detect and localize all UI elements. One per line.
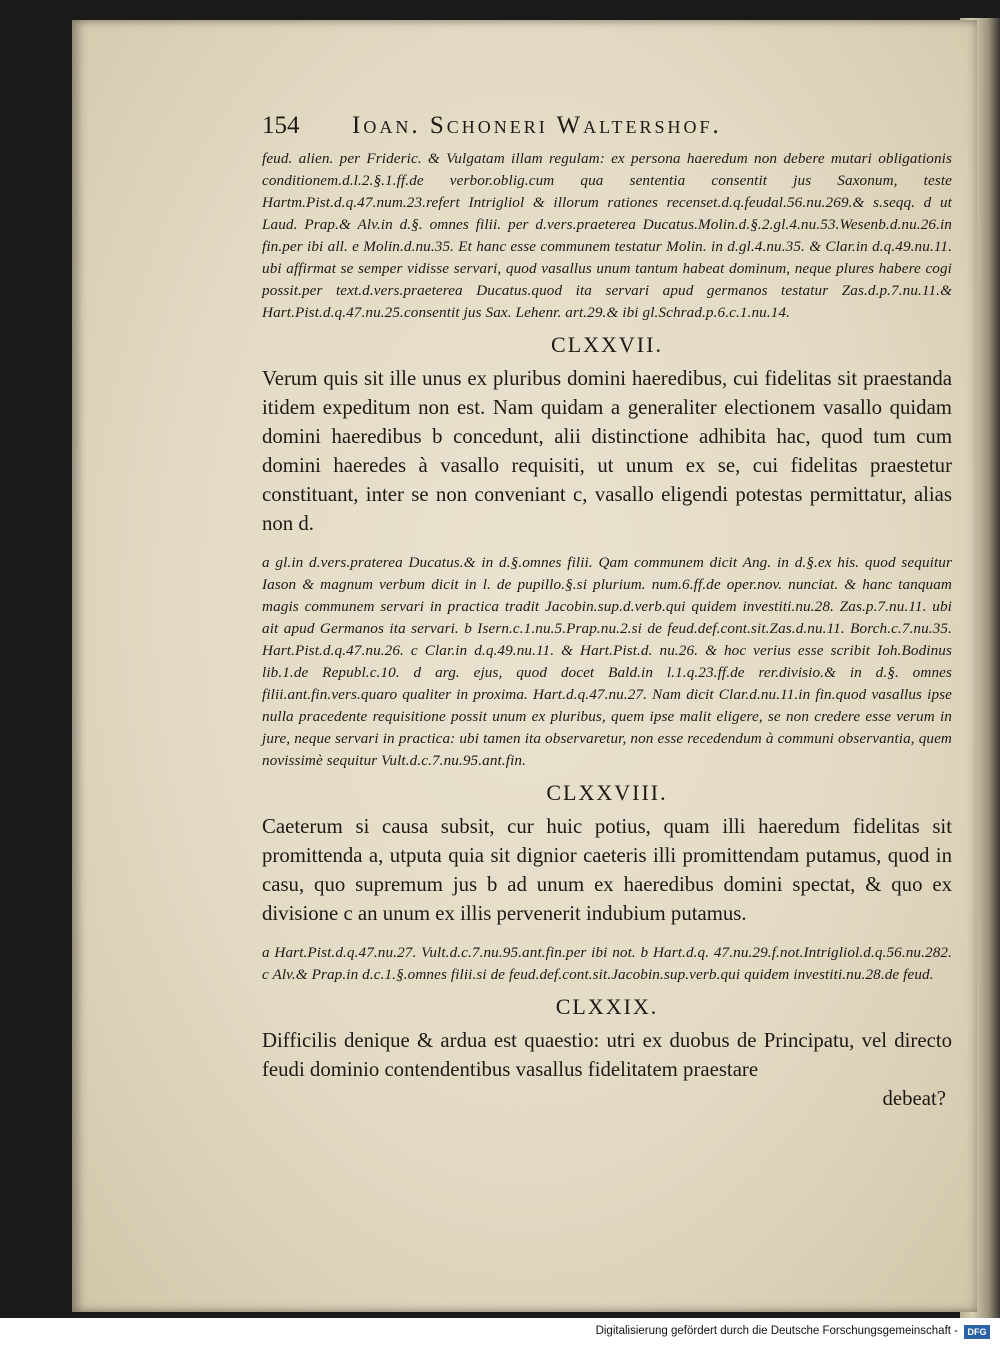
footer-bar <box>0 1318 1000 1349</box>
footnote-block: a Hart.Pist.d.q.47.nu.27. Vult.d.c.7.nu.95.ant.fin.per ibi not. b Hart.d.q. 47.nu.29.f.not.Intrigliol.d.q.56.nu.282. c Alv.& Prap.in d.c.1.§.omnes filii.si de feud.def.cont.sit.Jacobin.sup.verb.qui quidem investiti.nu.28.de feud. <box>262 944 952 983</box>
footnote-block: feud. alien. per Frideric. & Vulgatam illam regulam: ex persona haeredum non debere mutari obligationis conditionem.d.l.2.§.1.ff.de verbor.oblig.cum qua sententia consentit jus Saxonum, teste Hartm.Pist.d.q.47.num.23.refert Intrigliol & illorum rationes recenset.d.q.feudal.56.nu.269.& s.seqq. d ut Laud. Prap.& Alv.in d.§. omnes filii. per d.vers.praeterea Ducatus.Molin.d.§.2.gl.4.nu.53.Wesenb.d.nu.26.in fin.per ibi all. e Molin.d.nu.35. Et hanc esse communem testatur Molin. in d.gl.4.nu.35. & Clar.in d.q.49.nu.11. ubi affirmat se semper vidisse servari, quod vasallus unum tantum habeat dominum, neque plures habere cogi possit.per text.d.vers.praeterea Ducatus.quod ita servari apud germanos testatur Zas.d.p.7.nu.11.& Hart.Pist.d.q.47.nu.25.consentit jus Sax. Lehenr. art.29.& ibi gl.Schrad.p.6.c.1.nu.14. <box>262 150 952 321</box>
footnote-block: a gl.in d.vers.praterea Ducatus.& in d.§.omnes filii. Qam communem dicit Ang. in d.§.ex his. quod sequitur Iason & magnum verbum dicit in l. de pupillo.§.si plurium. num.6.ff.de oper.nov. nunciat. & hanc tanquam magis communem servari in practica tradit Jacobin.sup.d.verb.qui quidem investiti.nu.28. Zas.p.7.nu.11. ubi ait apud Germanos ita servari. b Isern.c.1.nu.5.Prap.nu.2.si de feud.def.cont.sit.Zas.d.nu.11. Borch.c.7.nu.35. Hart.Pist.d.q.47.nu.26. c Clar.in d.q.49.nu.11. & Hart.Pist.d. nu.26. & hoc verius esse scribit Ioh.Bodinus lib.1.de Republ.c.10. d arg. ejus, quod docet Bald.in l.1.q.23.ff.de rer.divisio.& in d.§. omnes filii.ant.fin.vers.quaro qualiter in proxima. Hart.d.q.47.nu.27. Nam dicit Clar.d.nu.11.in fin.quod vasallus ipse nulla pracedente requisitione possit unum ex pluribus, quem ipse malit eligere, se non credere esse verum in jure, neque servari in practica: ubi tamen ita observaretur, non esse recedendum à communi observantia, quem novissimè sequitur Vult.d.c.7.nu.95.ant.fin. <box>262 554 952 769</box>
page-number: 154 <box>262 112 300 139</box>
page-content <box>262 112 952 1113</box>
section-heading: CLXXVIII. <box>546 780 668 805</box>
section-heading: CLXXVII. <box>551 332 663 357</box>
body-paragraph: Verum quis sit ille unus ex pluribus domini haeredibus, cui fidelitas sit praestanda itidem expeditum non est. Nam quidam a generaliter electionem vasallo quidam domini haeredibus b concedunt, alii distinctione adhibita hac, quod tum cum domini haeredes à vasallo requisiti, ut unum ex se, cui fidelitas praestetur constituant, inter se non conveniant c, vasallo eligendi potestas permittatur, alias non d. <box>262 367 952 535</box>
running-title: Ioan. Schoneri Waltershof. <box>352 112 722 139</box>
footer-credit: Digitalisierung gefördert durch die Deutsche Forschungsgemeinschaft - <box>595 1325 958 1337</box>
section-heading: CLXXIX. <box>555 994 659 1019</box>
dfg-logo: DFG <box>964 1325 990 1339</box>
body-paragraph: Difficilis denique & ardua est quaestio: utri ex duobus de Principatu, vel directo feudi dominio contendentibus vasallus fidelitatem praestare <box>262 1029 952 1081</box>
body-paragraph: Caeterum si causa subsit, cur huic potius, quam illi haeredum fidelitas sit promittenda a, utputa quia sit dignior caeteris illi promittendam putamus, quod in casu, quo supremum jus b ad unum ex haeredibus domini spectat, & quo ex divisione c an unum ex illis pervenerit indubium putamus. <box>262 815 952 925</box>
catchword: debeat? <box>882 1087 946 1110</box>
running-header <box>262 112 952 140</box>
spacer <box>262 538 952 552</box>
spacer <box>262 928 952 942</box>
